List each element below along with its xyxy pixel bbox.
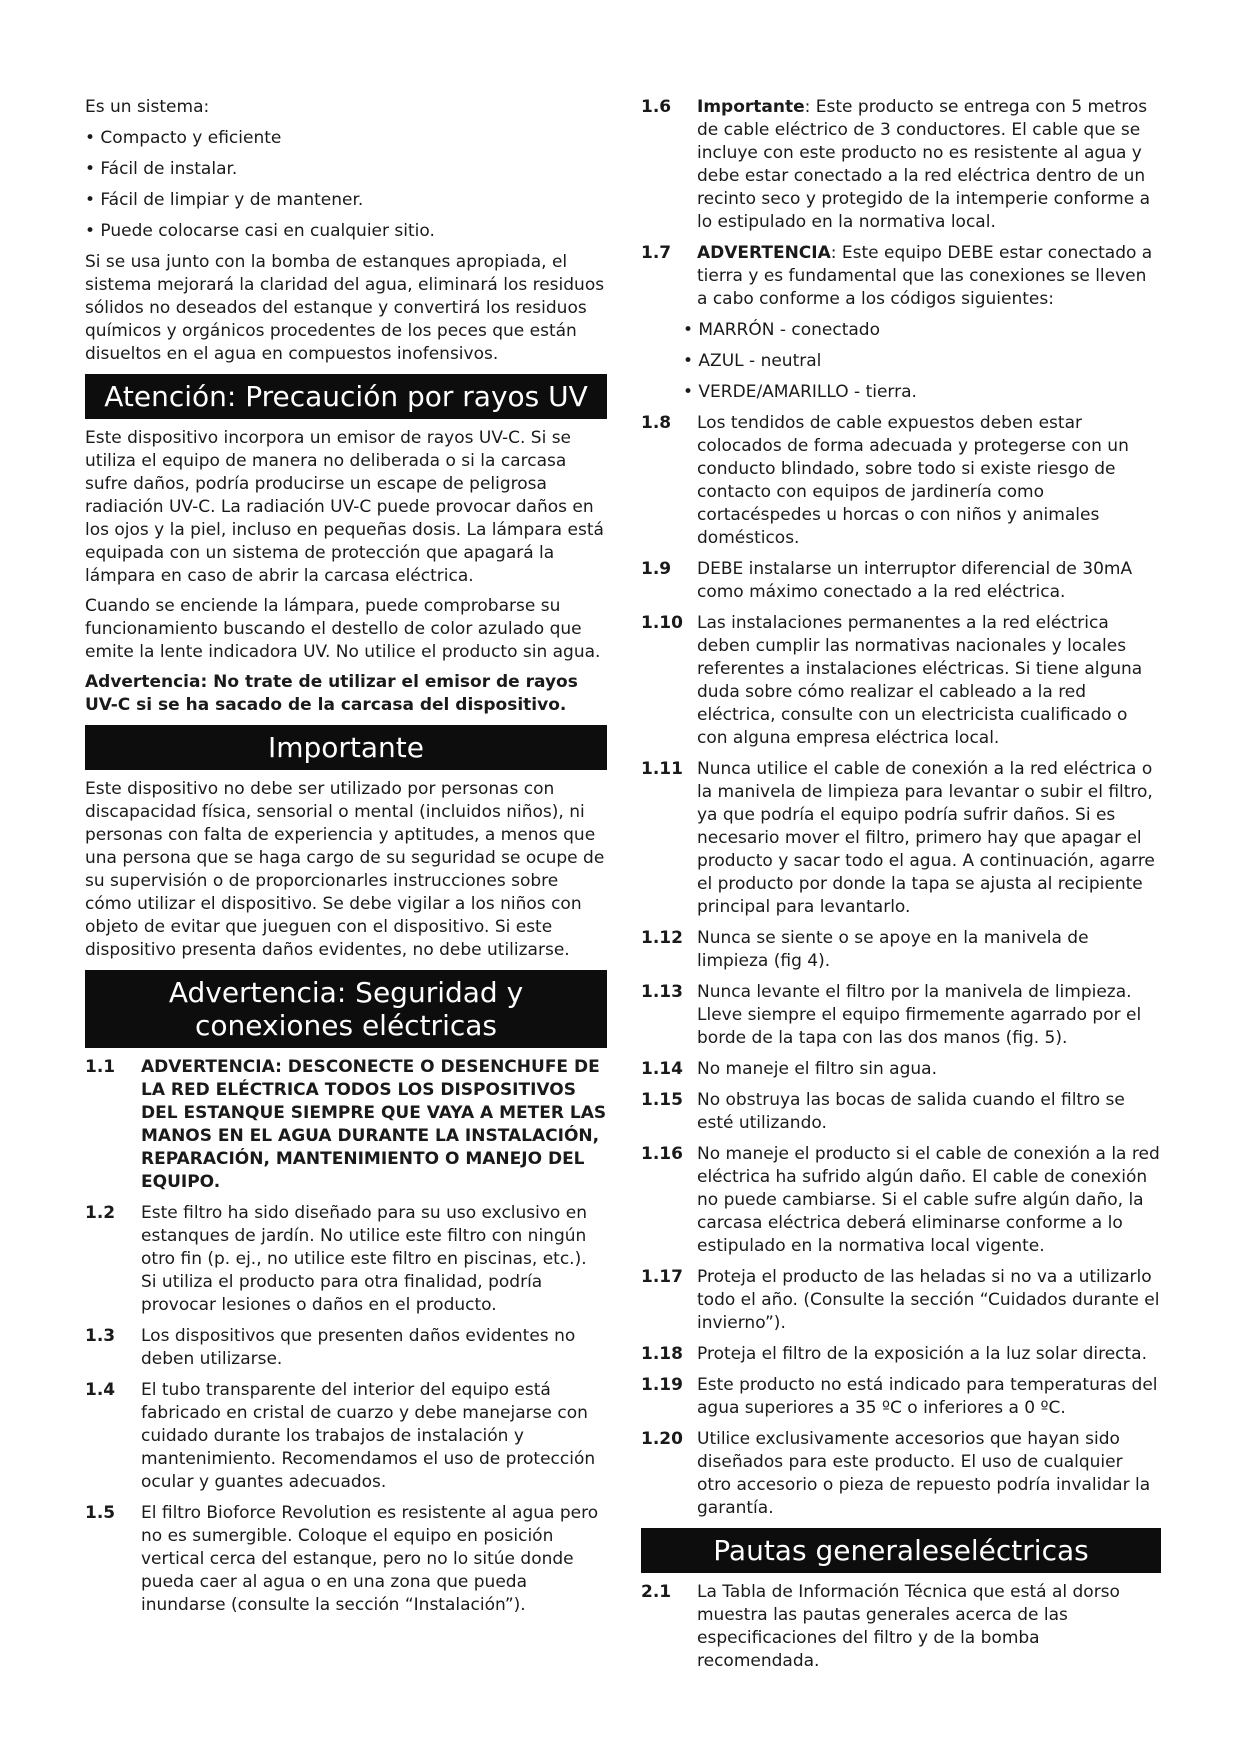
item-label: Importante (697, 97, 805, 117)
item-number: 1.3 (85, 1326, 116, 1346)
safety-item-1-16 (641, 1143, 1161, 1258)
safety-header: Advertencia: Seguridad y conexiones eléctricas (85, 970, 607, 1048)
safety-item-1-4 (85, 1379, 607, 1494)
safety-item-1-19 (641, 1374, 1161, 1420)
safety-item-1-9 (641, 558, 1161, 604)
important-header: Importante (85, 725, 607, 770)
safety-item-1-13 (641, 981, 1161, 1050)
item-number: 1.20 (641, 1429, 683, 1449)
uv-warning: Advertencia: No trate de utilizar el emisor de rayos UV-C si se ha sacado de la carcasa del dispositivo. (85, 672, 578, 715)
wire-code-item: • VERDE/AMARILLO - tierra. (683, 382, 917, 402)
safety-item-1-20 (641, 1428, 1161, 1520)
item-number: 1.7 (641, 243, 672, 263)
safety-item-1-8 (641, 412, 1161, 550)
item-text: No maneje el filtro sin agua. (697, 1059, 937, 1079)
item-text: Nunca utilice el cable de conexión a la red eléctrica o la manivela de limpieza para levantar o subir el filtro, ya que podría el equipo podría sufrir daños. Si es necesario mover el filtro, primero hay que apagar el producto y sacar todo el agua. A continuación, agarre el producto por donde la tapa se ajusta al recipiente principal para levantarlo. (697, 759, 1155, 917)
safety-item-1-11 (641, 758, 1161, 919)
item-number: 1.6 (641, 97, 672, 117)
item-number: 1.11 (641, 759, 683, 779)
important-paragraph: Este dispositivo no debe ser utilizado por personas con discapacidad física, sensorial o mental (incluidos niños), ni personas con falta de experiencia y aptitudes, a menos que una persona que se haga cargo de su seguridad se ocupe de su supervisión o de proporcionarles instrucciones sobre cómo utilizar el dispositivo. Se debe vigilar a los niños con objeto de evitar que jueguen con el dispositivo. Si este dispositivo presenta daños evidentes, no debe utilizarse. (85, 779, 605, 960)
item-text: La Tabla de Información Técnica que está al dorso muestra las pautas generales acerca de las especificaciones del filtro y de la bomba recomendada. (697, 1582, 1120, 1671)
item-number: 1.14 (641, 1059, 683, 1079)
item-body: : Este equipo DEBE estar conectado a tierra y es fundamental que las conexiones se lleven a cabo conforme a los códigos siguientes: (697, 243, 1153, 309)
item-body: : Este producto se entrega con 5 metros de cable eléctrico de 3 conductores. El cable que se incluye con este producto no es resistente al agua y debe estar conectado a la red eléctrica dentro de un recinto seco y protegido de la intemperie conforme a lo estipulado en la normativa local. (697, 97, 1151, 232)
safety-item-1-12 (641, 927, 1161, 973)
safety-item-1-5 (85, 1502, 607, 1617)
item-text: Proteja el producto de las heladas si no va a utilizarlo todo el año. (Consulte la sección “Cuidados durante el invierno”). (697, 1267, 1160, 1333)
item-text: Este filtro ha sido diseñado para su uso exclusivo en estanques de jardín. No utilice este filtro con ningún otro fin (p. ej., no utilice este filtro en piscinas, etc.). Si utiliza el producto para otra finalidad, podría provocar lesiones o daños en el producto. (141, 1203, 587, 1315)
feature-item: • Compacto y eficiente (85, 128, 282, 148)
item-text: No maneje el producto si el cable de conexión a la red eléctrica ha sufrido algún daño. El cable de conexión no puede cambiarse. Si el cable sufre algún daño, la carcasa eléctrica deberá eliminarse conforme a lo estipulado en la normativa local vigente. (697, 1144, 1160, 1256)
safety-item-1-10 (641, 612, 1161, 750)
item-number: 1.16 (641, 1144, 683, 1164)
feature-item: • Puede colocarse casi en cualquier sitio. (85, 221, 435, 241)
item-text: Las instalaciones permanentes a la red eléctrica deben cumplir las normativas nacionales y locales referentes a instalaciones eléctricas. Si tiene alguna duda sobre cómo realizar el cableado a la red eléctrica, consulte con un electricista cualificado o con alguna empresa eléctrica local. (697, 613, 1143, 748)
item-text: Este producto no está indicado para temperaturas del agua superiores a 35 ºC o inferiores a 0 ºC. (697, 1375, 1158, 1418)
safety-item-1-2 (85, 1202, 607, 1317)
item-number: 2.1 (641, 1582, 672, 1602)
item-number: 1.8 (641, 413, 672, 433)
feature-item: • Fácil de instalar. (85, 159, 238, 179)
item-text: DEBE instalarse un interruptor diferencial de 30mA como máximo conectado a la red eléctrica. (697, 559, 1133, 602)
item-text: Proteja el filtro de la exposición a la luz solar directa. (697, 1344, 1147, 1364)
item-number: 1.18 (641, 1344, 683, 1364)
item-text: No obstruya las bocas de salida cuando el filtro se esté utilizando. (697, 1090, 1125, 1133)
right-column (641, 96, 1161, 1681)
intro-paragraph: Si se usa junto con la bomba de estanques apropiada, el sistema mejorará la claridad del agua, eliminará los residuos sólidos no deseados del estanque y convertirá los residuos químicos y orgánicos procedentes de los peces que están disueltos en el agua en compuestos inofensivos. (85, 252, 605, 364)
item-number: 1.9 (641, 559, 672, 579)
safety-item-1-6 (641, 96, 1161, 234)
uv-paragraph-1: Este dispositivo incorpora un emisor de rayos UV-C. Si se utiliza el equipo de manera no deliberada o si la carcasa sufre daños, podría producirse un escape de peligrosa radiación UV-C. La radiación UV-C puede provocar daños en los ojos y la piel, incluso en pequeñas dosis. La lámpara está equipada con un sistema de protección que apagará la lámpara en caso de abrir la carcasa eléctrica. (85, 428, 604, 586)
item-number: 1.12 (641, 928, 683, 948)
item-number: 1.1 (85, 1057, 116, 1077)
wire-code-item: • AZUL - neutral (683, 351, 822, 371)
wire-code-item: • MARRÓN - conectado (683, 320, 880, 340)
safety-item-1-3 (85, 1325, 607, 1371)
item-label: ADVERTENCIA (697, 243, 831, 263)
item-text: ADVERTENCIA: DESCONECTE O DESENCHUFE DE LA RED ELÉCTRICA TODOS LOS DISPOSITIVOS DEL ESTANQUE SIEMPRE QUE VAYA A METER LAS MANOS EN EL AGUA DURANTE LA INSTALACIÓN, REPARACIÓN, MANTENIMIENTO O MANEJO DEL EQUIPO. (141, 1057, 607, 1192)
safety-item-1-1 (85, 1056, 607, 1194)
feature-item: • Fácil de limpiar y de mantener. (85, 190, 364, 210)
safety-item-1-7 (641, 242, 1161, 311)
safety-item-1-15 (641, 1089, 1161, 1135)
uv-paragraph-2: Cuando se enciende la lámpara, puede comprobarse su funcionamiento buscando el destello de color azulado que emite la lente indicadora UV. No utilice el producto sin agua. (85, 596, 601, 662)
safety-item-1-17 (641, 1266, 1161, 1335)
safety-item-1-14 (641, 1058, 1161, 1081)
item-number: 1.19 (641, 1375, 683, 1395)
general-electrical-header: Pautas generaleseléctricas (641, 1528, 1161, 1573)
item-text: Nunca se siente o se apoye en la manivela de limpieza (fig 4). (697, 928, 1089, 971)
item-text: El tubo transparente del interior del equipo está fabricado en cristal de cuarzo y debe manejarse con cuidado durante los trabajos de instalación y mantenimiento. Recomendamos el uso de protección ocular y guantes adecuados. (141, 1380, 596, 1492)
item-number: 1.5 (85, 1503, 116, 1523)
item-number: 1.10 (641, 613, 683, 633)
item-number: 1.13 (641, 982, 683, 1002)
item-text (697, 242, 1161, 311)
item-number: 1.2 (85, 1203, 116, 1223)
guideline-item-2-1 (641, 1581, 1161, 1673)
item-number: 1.15 (641, 1090, 683, 1110)
safety-item-1-18 (641, 1343, 1161, 1366)
item-text: El filtro Bioforce Revolution es resistente al agua pero no es sumergible. Coloque el equipo en posición vertical cerca del estanque, pero no lo sitúe donde pueda caer al agua o en una zona que pueda inundarse (consulte la sección “Instalación”). (141, 1503, 599, 1615)
intro-line: Es un sistema: (85, 97, 210, 117)
item-number: 1.17 (641, 1267, 683, 1287)
left-column (85, 96, 607, 1625)
item-text: Los tendidos de cable expuestos deben estar colocados de forma adecuada y protegerse con un conducto blindado, sobre todo si existe riesgo de contacto con equipos de jardinería como cortacéspedes u horcas o con niños y animales domésticos. (697, 413, 1129, 548)
item-text (697, 96, 1161, 234)
item-text: Nunca levante el filtro por la manivela de limpieza. Lleve siempre el equipo firmemente agarrado por el borde de la tapa con las dos manos (fig. 5). (697, 982, 1142, 1048)
uv-caution-header: Atención: Precaución por rayos UV (85, 374, 607, 419)
item-text: Los dispositivos que presenten daños evidentes no deben utilizarse. (141, 1326, 576, 1369)
item-text: Utilice exclusivamente accesorios que hayan sido diseñados para este producto. El uso de cualquier otro accesorio o pieza de repuesto podría invalidar la garantía. (697, 1429, 1151, 1518)
item-number: 1.4 (85, 1380, 116, 1400)
